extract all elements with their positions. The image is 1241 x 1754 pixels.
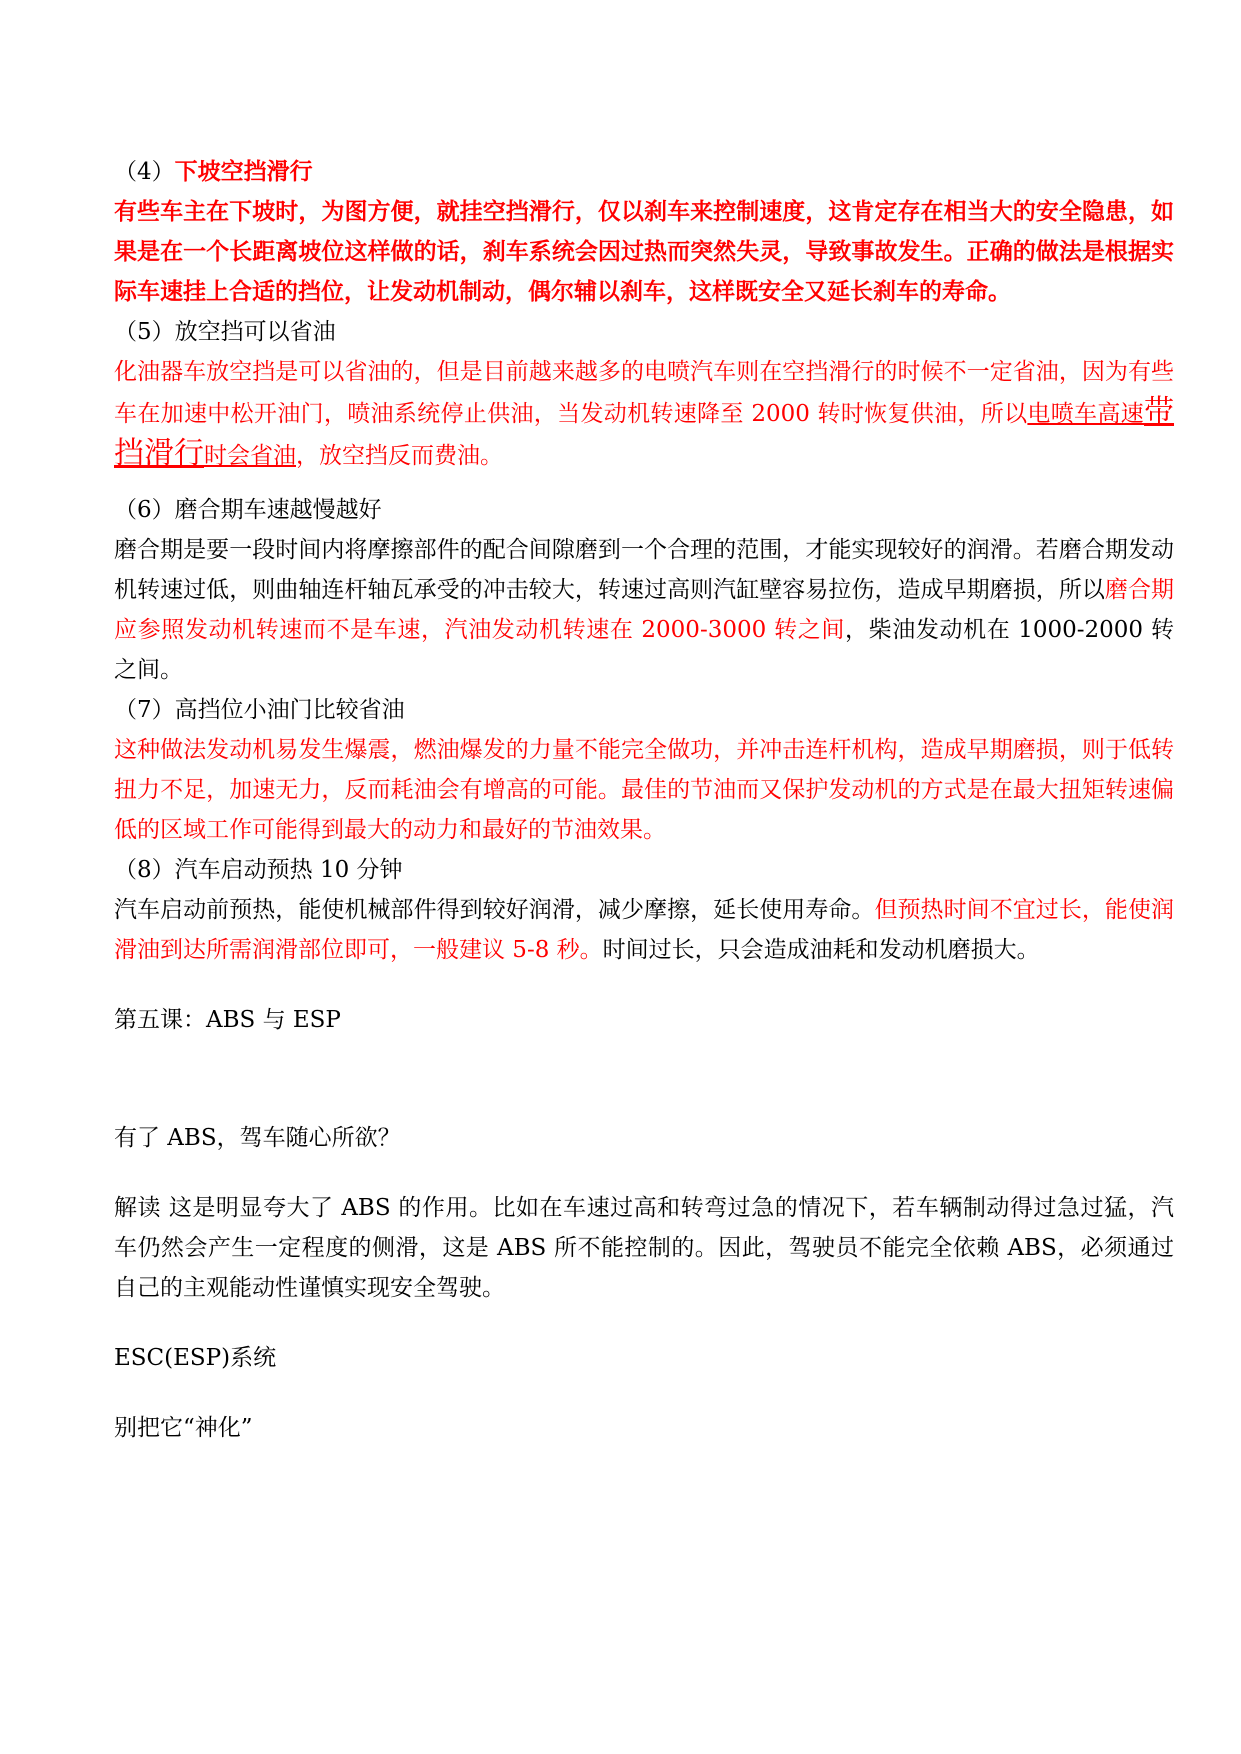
spacer (114, 1040, 1174, 1118)
section-5-heading: （5）放空挡可以省油 (114, 319, 336, 345)
section-5-underlined-1: 电喷车高速 (1027, 401, 1145, 427)
section-5-underlined-2: 时会省油 (204, 443, 296, 469)
section-4-heading (114, 152, 1174, 192)
section-8-body-end: 时间过长，只会造成油耗和发动机磨损大。 (602, 937, 1040, 963)
section-4-body: 有些车主在下坡时，为图方便，就挂空挡滑行，仅以刹车来控制速度，这肯定存在相当大的安全隐患，如果是在一个长距离坡位这样做的话，刹车系统会因过热而突然失灵，导致事故发生。正确的做法是根据实际车速挂上合适的挡位，让发动机制动，偶尔辅以刹车，这样既安全又延长刹车的寿命。 (114, 198, 1174, 305)
spacer (114, 476, 1174, 490)
section-4-number: （4） (114, 159, 175, 185)
section-6-highlight: 磨合期应参照发动机转速而不是车速，汽油发动机转速在 2000-3000 转之间 (114, 577, 1175, 643)
section-8-heading: （8）汽车启动预热 10 分钟 (114, 857, 403, 883)
section-7-heading: （7）高挡位小油门比较省油 (114, 697, 405, 723)
section-5-emphasis: 带挡滑行 (114, 394, 1175, 471)
section-6-body-text: 磨合期是要一段时间内将摩擦部件的配合间隙磨到一个合理的范围，才能实现较好的润滑。若磨合期发动机转速过低，则曲轴连杆轴瓦承受的冲击较大，转速过高则汽缸壁容易拉伤，造成早期磨损，所以 (114, 537, 1174, 603)
section-8-body (114, 890, 1174, 970)
section-4-title: 下坡空挡滑行 (174, 158, 313, 185)
spacer (114, 1308, 1174, 1338)
document-content (114, 152, 1174, 1448)
spacer (114, 1158, 1174, 1188)
esc-subtitle: 别把它“神化” (114, 1415, 253, 1441)
abs-question: 有了 ABS，驾车随心所欲？ (114, 1125, 401, 1151)
section-5-body (114, 352, 1174, 476)
section-8-highlight: 但预热时间不宜过长，能使润滑油到达所需润滑部位即可，一般建议 5-8 秒。 (114, 897, 1175, 963)
section-8-body-text: 汽车启动前预热，能使机械部件得到较好润滑，减少摩擦，延长使用寿命。 (114, 897, 875, 923)
lesson-5-title: 第五课：ABS 与 ESP (114, 1007, 341, 1033)
section-5-body-end: ，放空挡反而费油。 (296, 443, 503, 469)
section-7-body: 这种做法发动机易发生爆震，燃油爆发的力量不能完全做功，并冲击连杆机构，造成早期磨损，则于低转扭力不足，加速无力，反而耗油会有增高的可能。最佳的节油而又保护发动机的方式是在最大扭矩转速偏低的区域工作可能得到最大的动力和最好的节油效果。 (114, 737, 1174, 843)
section-6-heading: （6）磨合期车速越慢越好 (114, 497, 382, 523)
spacer (114, 1378, 1174, 1408)
spacer (114, 970, 1174, 1000)
section-5-body-text: 化油器车放空挡是可以省油的，但是目前越来越多的电喷汽车则在空挡滑行的时候不一定省油，因为有些车在加速中松开油门，喷油系统停止供油，当发动机转速降至 2000 转时恢复供油，所以 (114, 359, 1174, 427)
section-6-body (114, 530, 1174, 690)
section-6-body-end: ，柴油发动机在 1000-2000 转之间。 (114, 617, 1174, 683)
esc-title: ESC(ESP)系统 (114, 1345, 277, 1371)
abs-answer: 解读 这是明显夸大了 ABS 的作用。比如在车速过高和转弯过急的情况下，若车辆制动得过急过猛，汽车仍然会产生一定程度的侧滑，这是 ABS 所不能控制的。因此，驾驶员不能完全依赖 ABS，必须通过自己的主观能动性谨慎实现安全驾驶。 (114, 1195, 1174, 1301)
